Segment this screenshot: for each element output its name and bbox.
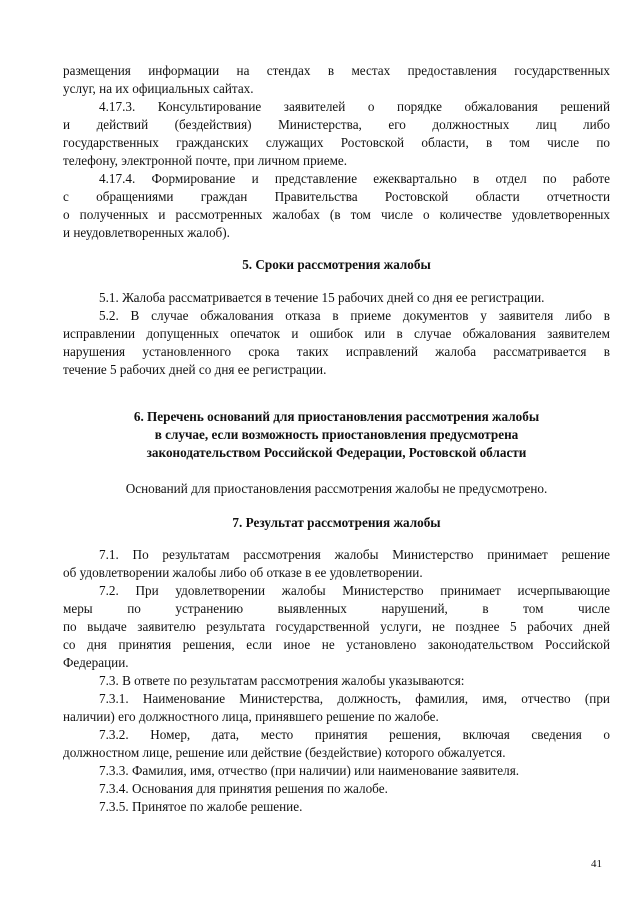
text-line: 7.3.4. Основания для принятия решения по жалобе. (99, 781, 388, 796)
text-line: со дня принятия решения, если иное не установлено законодательством Российской (63, 637, 610, 652)
text-line: Федерации. (63, 655, 129, 670)
text-line: 7.3.1. Наименование Министерства, должность, фамилия, имя, отчество (при (99, 691, 610, 706)
text-line: размещения информации на стендах в местах предоставления государственных (63, 63, 610, 78)
section-5-title (63, 256, 610, 274)
text-line: меры по устранению выявленных нарушений, в том числе (63, 601, 610, 616)
text-fragment: государственных гражданских служащих Ростовской области, в том числе (63, 135, 580, 150)
text-line: по выдаче заявителю результата государственной услуги, не позднее 5 рабочих дней (63, 619, 610, 634)
heading-line: 7. Результат рассмотрения жалобы (232, 515, 441, 530)
text-line: наличии) его должностного лица, принявшего решение по жалобе. (63, 709, 439, 724)
section-5-body (63, 289, 610, 379)
text-line: 4.17.4. Формирование и представление ежеквартально в отдел по работе (99, 171, 610, 186)
text-line: телефону, электронной почте, при личном приеме. (63, 153, 348, 168)
text-line (63, 726, 610, 744)
text-line: 7.1. По результатам рассмотрения жалобы Министерство принимает решение (99, 547, 610, 562)
text-line: с обращениями граждан Правительства Ростовской области отчетности (63, 189, 610, 204)
text-line: должностном лице, решение или действие (бездействие) которого обжалуется. (63, 745, 506, 760)
text-line: и действий (бездействия) Министерства, его должностных лиц либо (63, 117, 610, 132)
section-6-text: Оснований для приостановления рассмотрения жалобы не предусмотрено. (125, 481, 548, 496)
section-7-title (63, 514, 610, 532)
text-fragment: о (603, 727, 610, 742)
top-paragraphs (63, 62, 610, 242)
text-fragment: по (596, 135, 610, 150)
section-7-body (63, 546, 610, 816)
text-line: 7.2. При удовлетворении жалобы Министерство принимает исчерпывающие (99, 583, 610, 598)
text-line: об удовлетворении жалобы либо об отказе в ее удовлетворении. (63, 565, 423, 580)
text-line: 7.3.3. Фамилия, имя, отчество (при наличии) или наименование заявителя. (99, 763, 520, 778)
text-line: нарушения установленного срока таких исправлений жалоба рассматривается в (63, 344, 610, 359)
text-line: 5.2. В случае обжалования отказа в приеме документов у заявителя либо в (99, 308, 610, 323)
text-line: 7.3. В ответе по результатам рассмотрения жалобы указываются: (99, 673, 465, 688)
text-line: о полученных и рассмотренных жалобах (в том числе о количестве удовлетворенных (63, 207, 610, 222)
text-line: 5.1. Жалоба рассматривается в течение 15 рабочих дней со дня ее регистрации. (99, 290, 545, 305)
section-6-title (63, 408, 610, 462)
heading-line: 6. Перечень оснований для приостановления рассмотрения жалобы (133, 409, 540, 424)
text-line (63, 134, 610, 152)
text-line: и неудовлетворенных жалоб). (63, 225, 230, 240)
text-line: услуг, на их официальных сайтах. (63, 81, 254, 96)
heading-line: законодательством Российской Федерации, Ростовской области (146, 445, 527, 460)
heading-line: в случае, если возможность приостановления предусмотрена (154, 427, 519, 442)
text-line: течение 5 рабочих дней со дня ее регистрации. (63, 362, 327, 377)
text-line: 4.17.3. Консультирование заявителей о порядке обжалования решений (99, 99, 610, 114)
text-line: исправлении допущенных опечаток и ошибок или в случае обжалования заявителем (63, 326, 610, 341)
heading-line: 5. Сроки рассмотрения жалобы (242, 257, 431, 272)
text-fragment: 7.3.2. Номер, дата, место принятия решения, включая сведения (99, 727, 582, 742)
text-line: 7.3.5. Принятое по жалобе решение. (99, 799, 303, 814)
page-number: 41 (591, 858, 602, 870)
